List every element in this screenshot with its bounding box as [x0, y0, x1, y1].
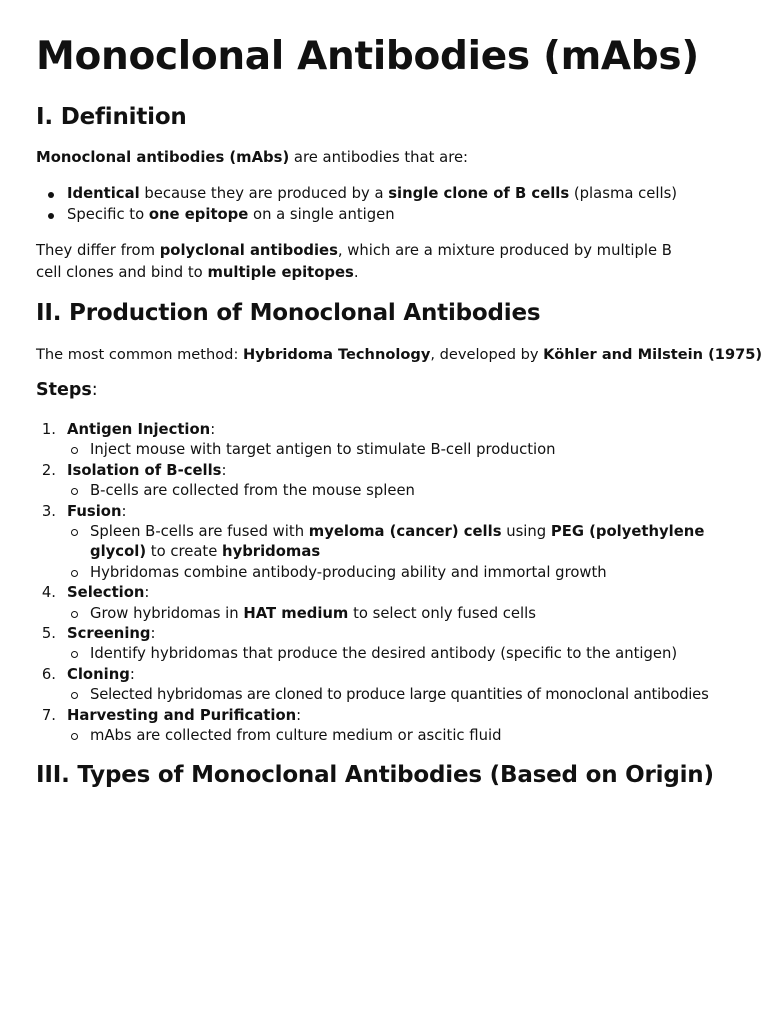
sub-text: Grow hybridomas in: [90, 604, 244, 622]
step-title: Selection: [67, 584, 145, 602]
step-number: 4.: [41, 584, 56, 602]
sub-bold: PEG (polyethylene glycol): [90, 523, 705, 561]
step-colon: :: [144, 584, 150, 602]
step-sub-list: [67, 685, 738, 705]
sub-text: to select only fused cells: [348, 604, 536, 622]
step-title: Screening: [67, 625, 151, 643]
step-sub-item: Identify hybridomas that produce the desired antibody (specific to the antigen): [67, 644, 738, 664]
definition-intro: [36, 147, 738, 169]
differ-text: .: [353, 263, 359, 281]
step-sub-item: Inject mouse with target antigen to stimulate B-cell production: [67, 440, 738, 460]
step-sub-list: [67, 522, 738, 583]
step-sub-item: Hybridomas combine antibody-producing ability and immortal growth: [67, 563, 738, 583]
step-item: [36, 624, 738, 665]
step-item: [36, 583, 738, 624]
step-sub-list: [67, 440, 738, 460]
bullet-text: Specific to: [67, 205, 149, 223]
method-text: The most common method:: [36, 346, 244, 363]
bullet-bold: single clone of B cells: [388, 185, 570, 202]
step-title: Cloning: [67, 665, 130, 683]
step-colon: :: [121, 502, 127, 520]
step-sub-item: mAbs are collected from culture medium or ascitic fluid: [67, 726, 738, 746]
step-number: 5.: [41, 625, 56, 643]
step-colon: :: [150, 625, 156, 643]
bullet-text: (plasma cells): [569, 185, 678, 202]
step-sub-item: B-cells are collected from the mouse spleen: [67, 481, 738, 501]
bullet-bold: one epitope: [148, 205, 249, 223]
step-item: [36, 420, 738, 461]
step-number: 7.: [41, 706, 56, 724]
step-title: Fusion: [67, 502, 122, 520]
step-item: [36, 502, 738, 584]
step-title: Isolation of B-cells: [67, 461, 222, 479]
method-bold: Köhler and Milstein (1975): [543, 346, 763, 363]
definition-bullet: [36, 184, 738, 205]
steps-heading-colon: :: [91, 380, 98, 400]
step-sub-list: [67, 481, 738, 501]
sub-bold: HAT medium: [243, 604, 349, 622]
step-sub-item: [67, 604, 738, 624]
definition-bullet-list: [36, 184, 738, 225]
step-number: 1.: [41, 421, 56, 438]
step-title: Antigen Injection: [67, 421, 211, 438]
sub-text: Spleen B-cells are fused with: [90, 523, 309, 541]
definition-heading: I. Definition: [36, 104, 187, 130]
step-colon: :: [296, 706, 302, 724]
step-number: 3.: [41, 502, 56, 520]
types-heading: III. Types of Monoclonal Antibodies (Based on Origin): [36, 762, 714, 788]
method-bold: Hybridoma Technology: [243, 346, 431, 363]
sub-bold: hybridomas: [222, 543, 321, 561]
sub-text: using: [501, 523, 551, 541]
differ-text: , which are a mixture produced by multiple B cell clones and bind to: [36, 242, 672, 281]
step-colon: :: [129, 665, 135, 683]
step-number: 6.: [41, 665, 56, 683]
definition-intro-bold: Monoclonal antibodies (mAbs): [36, 149, 290, 166]
production-method: [36, 344, 763, 366]
steps-heading: [36, 380, 738, 400]
definition-differ: [36, 240, 698, 283]
bullet-bold: Identical: [67, 185, 140, 202]
step-title: Harvesting and Purification: [67, 706, 297, 724]
steps-heading-text: Steps: [36, 380, 92, 400]
steps-list: [36, 420, 738, 747]
bullet-text: because they are produced by a: [139, 185, 389, 202]
page-title: Monoclonal Antibodies (mAbs): [36, 34, 699, 79]
sub-text: to create: [146, 543, 223, 561]
step-item: [36, 665, 738, 706]
bullet-text: on a single antigen: [248, 205, 395, 223]
step-sub-list: [67, 726, 738, 746]
step-sub-item: [67, 522, 738, 563]
differ-bold: multiple epitopes: [207, 263, 354, 281]
step-item: [36, 706, 738, 747]
differ-bold: polyclonal antibodies: [159, 242, 338, 259]
step-colon: :: [210, 421, 216, 438]
production-heading: II. Production of Monoclonal Antibodies: [36, 300, 541, 326]
step-number: 2.: [41, 461, 56, 479]
step-item: [36, 461, 738, 502]
step-colon: :: [221, 461, 227, 479]
step-sub-list: [67, 604, 738, 624]
method-text: , developed by: [430, 346, 544, 363]
differ-text: They differ from: [36, 242, 160, 259]
step-sub-item: Selected hybridomas are cloned to produce large quantities of monoclonal antibodies: [67, 685, 738, 705]
sub-bold: myeloma (cancer) cells: [308, 523, 502, 541]
definition-intro-rest: are antibodies that are:: [289, 149, 469, 166]
definition-bullet: [36, 205, 738, 226]
step-sub-list: [67, 644, 738, 664]
